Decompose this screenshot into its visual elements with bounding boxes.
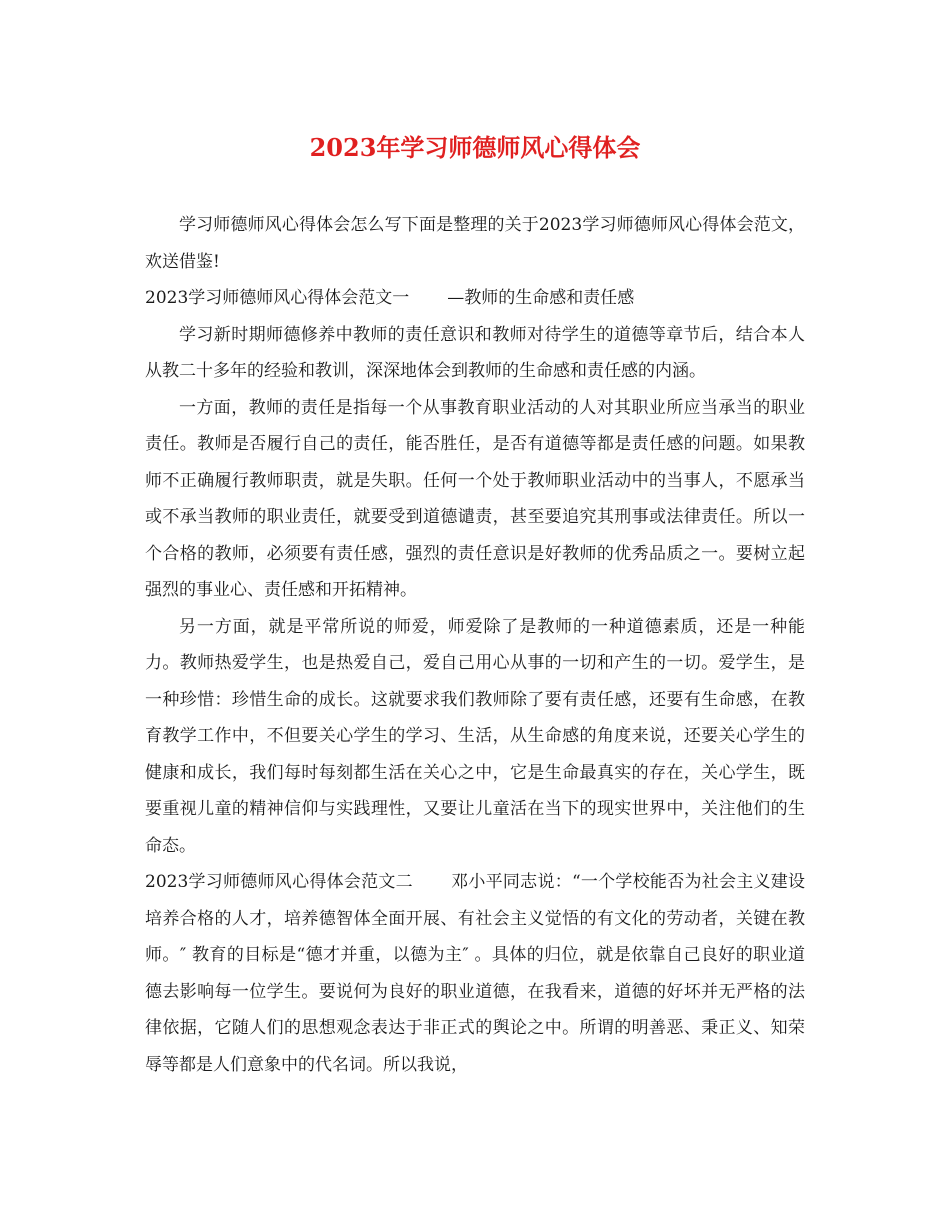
paragraph-1: 学习新时期师德修养中教师的责任意识和教师对待学生的道德等章节后，结合本人从教二十多年的经验和教训，深深地体会到教师的生命感和责任感的内涵。 (145, 324, 805, 381)
paragraph-4: 邓小平同志说：“一个学校能否为社会主义建设培养合格的人才，培养德智体全面开展、有社会主义觉悟的有文化的劳动者，关键在教师。″ 教育的目标是“德才并重，以德为主″ 。具体的归位，就是依靠自己良好的职业道德去影响每一位学生。要说何为良好的职业道德，在我看来，道德的好坏并无严格的法律依据，它随人们的思想观念表达于非正式的舆论之中。所谓的明善恶、秉正义、知荣辱等都是人们意象中的代名词。所以我说， (145, 872, 805, 1075)
paragraph-2: 一方面，教师的责任是指每一个从事教育职业活动的人对其职业所应当承当的职业责任。教师是否履行自己的责任，能否胜任，是否有道德等都是责任感的问题。如果教师不正确履行教师职责，就是失职。任何一个处于教师职业活动中的当事人，不愿承当或不承当教师的职业责任，就要受到道德谴责，甚至要追究其刑事或法律责任。所以一个合格的教师，必须要有责任感，强烈的责任意识是好教师的优秀品质之一。要树立起强烈的事业心、责任感和开拓精神。 (145, 397, 805, 600)
section-heading-2-title: 2023学习师德师风心得体会范文二 (145, 872, 413, 892)
section-heading-2-paragraph (145, 864, 805, 1083)
section-heading-1-title: 2023学习师德师风心得体会范文一 (145, 288, 410, 308)
document-body (145, 207, 805, 1083)
section-heading-1-subtitle: —教师的生命感和责任感 (447, 288, 635, 308)
paragraph-3: 另一方面，就是平常所说的师爱，师爱除了是教师的一种道德素质，还是一种能力。教师热爱学生，也是热爱自己，爱自己用心从事的一切和产生的一切。爱学生，是一种珍惜：珍惜生命的成长。这就要求我们教师除了要有责任感，还要有生命感，在教育教学工作中，不但要关心学生的学习、生活，从生命感的角度来说，还要关心学生的健康和成长，我们每时每刻都生活在关心之中，它是生命最真实的存在，关心学生，既要重视儿童的精神信仰与实践理性，又要让儿童活在当下的现实世界中，关注他们的生命态。 (145, 616, 805, 856)
section-heading-1 (145, 280, 805, 317)
intro-paragraph: 学习师德师风心得体会怎么写下面是整理的关于2023学习师德师风心得体会范文，欢送借鉴! (145, 215, 805, 272)
document-title: 2023年学习师德师风心得体会 (309, 133, 641, 162)
